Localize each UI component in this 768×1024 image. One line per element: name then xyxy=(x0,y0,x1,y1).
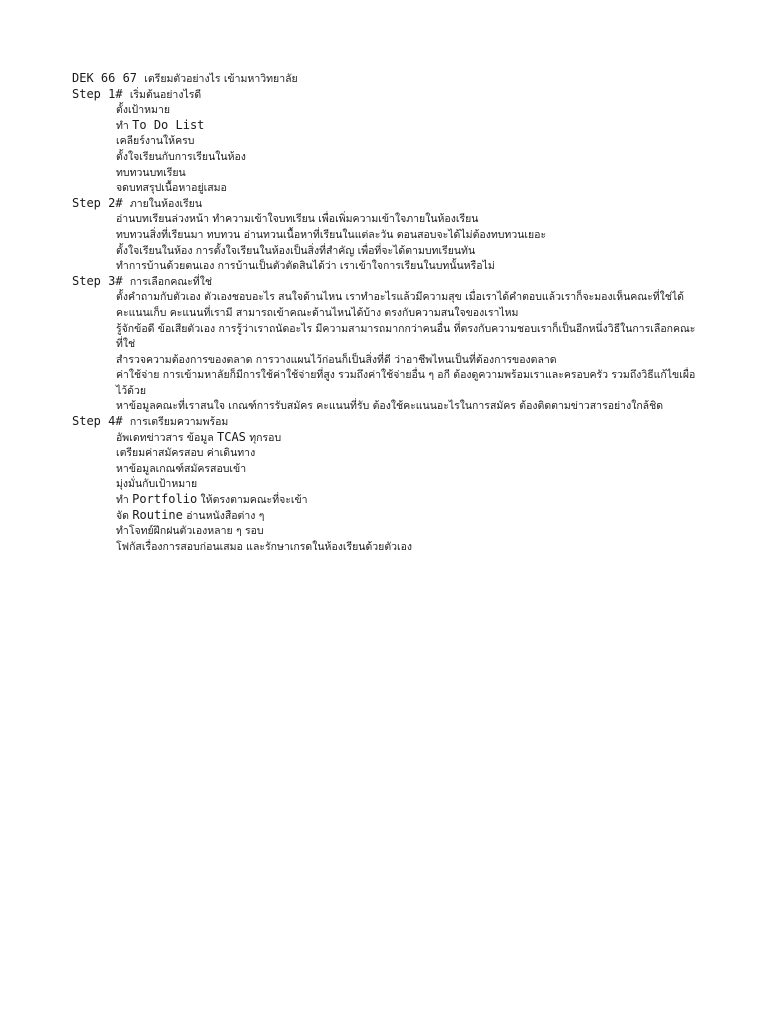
step-label: Step 2# xyxy=(72,195,123,210)
list-item: รู้จักข้อดี ข้อเสียตัวเอง การรู้ว่าเราถนัดอะไร มีความสามารถมากกว่าคนอื่น ที่ตรงกับความชอบเราก็เป็นอีกหนึ่งวิธีในการเลือกคณะที่ใช่ xyxy=(116,322,696,351)
list-item: เคลียร์งานให้ครบ xyxy=(116,135,195,148)
list-item: จัด Routine อ่านหนังสือต่าง ๆ xyxy=(116,507,265,522)
step-heading xyxy=(72,196,698,212)
step-title: การเลือกคณะที่ใช่ xyxy=(129,275,212,288)
list-item: สำรวจความต้องการของตลาด การวางแผนไว้ก่อนก็เป็นสิ่งที่ดี ว่าอาชีพไหนเป็นที่ต้องการของตลาด xyxy=(116,353,557,366)
title-latin: DEK 66 67 xyxy=(72,71,138,85)
step-label: Step 3# xyxy=(72,273,123,288)
step-heading xyxy=(72,274,698,290)
list-item: ตั้งใจเรียนกับการเรียนในห้อง xyxy=(116,150,246,163)
list-item: ทบทวนสิ่งที่เรียนมา ทบทวน อ่านทวนเนื้อหาที่เรียนในแต่ละวัน ตอนสอบจะได้ไม่ต้องทบทวนเยอะ xyxy=(116,228,547,241)
step-title: เริ่มต้นอย่างไรดี xyxy=(129,88,202,101)
step-heading xyxy=(72,414,698,430)
step-title: การเตรียมความพร้อม xyxy=(129,416,229,429)
document-title xyxy=(72,71,698,87)
list-item: ทำ To Do List xyxy=(116,117,205,132)
list-item: หาข้อมูลเกณฑ์สมัครสอบเข้า xyxy=(116,462,247,475)
list-item: ทบทวนบทเรียน xyxy=(116,166,186,179)
list-item: ค่าใช้จ่าย การเข้ามหาลัยก็มีการใช้ค่าใช้จ่ายที่สูง รวมถึงค่าใช้จ่ายอื่น ๆ อกี ต้องดูความพร้อมเราและครอบครัว รวมถึงวิธีแก้ไขเผื่อไว้ด้วย xyxy=(116,369,696,397)
list-item: ทำโจทย์ฝึกฝนตัวเองหลาย ๆ รอบ xyxy=(116,525,264,538)
step-label: Step 4# xyxy=(72,414,123,429)
list-item: คะแนนเก็บ คะแนนที่เรามี สามารถเข้าคณะด้านไหนได้บ้าง ตรงกับความสนใจของเราไหม xyxy=(116,306,519,319)
step-label: Step 1# xyxy=(72,86,123,101)
list-item: ทำ Portfolio ให้ตรงตามคณะที่จะเข้า xyxy=(116,492,308,507)
list-item: เตรียมค่าสมัครสอบ ค่าเดินทาง xyxy=(116,447,256,460)
list-item: มุ่งมั่นกับเป้าหมาย xyxy=(116,478,198,491)
list-item: ตั้งใจเรียนในห้อง การตั้งใจเรียนในห้องเป็นสิ่งที่สำคัญ เพื่อที่จะได้ตามบทเรียนทัน xyxy=(116,244,476,257)
document-body xyxy=(72,71,698,554)
list-item: อัพเดทข่าวสาร ข้อมูล TCAS ทุกรอบ xyxy=(116,429,282,444)
step-heading xyxy=(72,87,698,103)
list-item: อ่านบทเรียนล่วงหน้า ทำความเข้าใจบทเรียน เพื่อเพิ่มความเข้าใจภายในห้องเรียน xyxy=(116,213,479,226)
list-item: ทำการบ้านด้วยตนเอง การบ้านเป็นตัวตัดสินได้ว่า เราเข้าใจการเรียนในบทนั้นหรือไม่ xyxy=(116,260,495,273)
list-item: จดบทสรุปเนื้อหาอยู่เสมอ xyxy=(116,182,227,195)
step-title: ภายในห้องเรียน xyxy=(129,197,202,210)
list-item: ตั้งเป้าหมาย xyxy=(116,104,170,117)
list-item: หาข้อมูลคณะที่เราสนใจ เกณฑ์การรับสมัคร คะแนนที่รับ ต้องใช้คะแนนอะไรในการสมัคร ต้องติดตามข่าวสารอย่างใกล้ชิด xyxy=(116,400,664,413)
title-thai: เตรียมตัวอย่างไร เข้ามหาวิทยาลัย xyxy=(144,73,298,85)
list-item: ตั้งคำถามกับตัวเอง ตัวเองชอบอะไร สนใจด้านไหน เราทำอะไรแล้วมีความสุข เมื่อเราได้คำตอบแล้วเราก็จะมองเห็นคณะที่ใช่ได้ xyxy=(116,291,684,304)
list-item: โฟกัสเรื่องการสอบก่อนเสมอ และรักษาเกรดในห้องเรียนด้วยตัวเอง xyxy=(116,540,413,553)
